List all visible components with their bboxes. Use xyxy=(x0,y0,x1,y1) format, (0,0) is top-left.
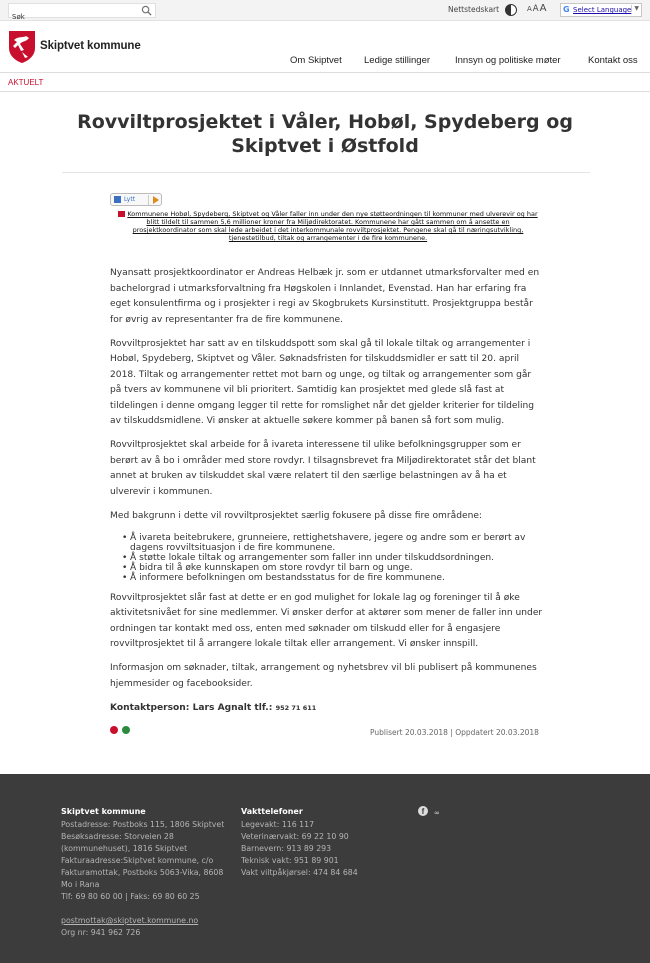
phone-line: Teknisk vakt: 951 89 901 xyxy=(241,856,339,865)
listen-button[interactable] xyxy=(110,193,162,206)
contact-label: Kontaktperson: Lars Agnalt tlf.: xyxy=(110,702,273,713)
paragraph: Rovviltprosjektet slår fast at dette er en god mulighet for lokale lag og foreninger til å øke aktivitetsnivået for sine medlemmer. Vi ønsker derfor at aktører som mener de faller inn under ordningen tar kontakt med oss, enten med søknader om tilskudd eller for å engasjere rovviltprosjektet til å arrangere lokale tiltak eller arrangement. Vi ønsker innspill. xyxy=(110,592,543,649)
flag-icon xyxy=(118,211,125,217)
search-icon[interactable] xyxy=(141,5,152,16)
list-item: • Å ivareta beitebrukere, grunneiere, rettighetshavere, jegere og andre som er berørt av dagens rovviltsituasjon i de fire kommunene. xyxy=(122,533,545,553)
nav-innsyn-politiske-moter[interactable]: Innsyn og politiske møter xyxy=(455,55,561,66)
address-line: Mo i Rana xyxy=(61,880,100,889)
sitemap-link[interactable]: Nettstedskart xyxy=(448,5,500,14)
breadcrumb-aktuelt[interactable]: AKTUELT xyxy=(8,78,44,87)
address-line: Postadresse: Postboks 115, 1806 Skiptvet xyxy=(61,820,225,829)
contact-phone: 952 71 611 xyxy=(275,703,317,712)
paragraph: Informasjon om søknader, tiltak, arrangement og nyhetsbrev vil bli publisert på kommunenes hjemmesider og facebooksider. xyxy=(110,663,537,689)
search-box xyxy=(8,3,156,18)
address-line: Fakturaadresse:Skiptvet kommune, c/o xyxy=(61,856,214,865)
play-icon[interactable] xyxy=(148,195,160,205)
nav-kontakt-oss[interactable]: Kontakt oss xyxy=(588,55,638,66)
paragraph: Rovviltprosjektet skal arbeide for å ivareta interessene til ulike befolkningsgrupper som er berørt av å bo i områder med store rovdyr. I tilsagnsbrevet fra Miljødirektoratet står det blant annet at bruken av tilskuddet skal være relatert til den særlige belastningen av å ha et ulverevir i kommunen. xyxy=(110,440,536,497)
coat-of-arms-logo[interactable] xyxy=(8,30,36,64)
address-line: Besøksadresse: Storveien 28 xyxy=(61,832,174,841)
list-item: • Å støtte lokale tiltak og arrangementer som faller inn under tilskuddsordningen. xyxy=(122,553,545,563)
language-select-label: Select Language xyxy=(573,6,632,14)
site-header xyxy=(0,21,650,73)
nav-ledige-stillinger[interactable]: Ledige stillinger xyxy=(364,55,431,66)
divider xyxy=(62,172,590,173)
font-size-medium-button[interactable]: A xyxy=(532,4,539,14)
footer-emergency-column xyxy=(241,806,401,879)
link-icon[interactable]: ∞ xyxy=(434,809,440,817)
facebook-icon[interactable]: f xyxy=(418,806,428,816)
phone-line: Barnevern: 913 89 293 xyxy=(241,844,332,853)
org-number: Org nr: 941 962 726 xyxy=(61,928,141,937)
footer-title: Skiptvet kommune xyxy=(61,807,146,816)
list-item: • Å bidra til å øke kunnskapen om store rovdyr til barn og unge. xyxy=(122,563,545,573)
font-size-small-button[interactable]: A xyxy=(527,5,532,13)
phone-line: Veterinærvakt: 69 22 10 90 xyxy=(241,832,349,841)
footer-title: Vakttelefoner xyxy=(241,807,303,816)
phone-line: Vakt viltpåkjørsel: 474 84 684 xyxy=(241,868,358,877)
phone-line: Legevakt: 116 117 xyxy=(241,820,315,829)
site-footer xyxy=(0,774,650,963)
phone-fax-line: Tlf: 69 80 60 00 | Faks: 69 80 60 25 xyxy=(61,892,200,901)
language-select[interactable] xyxy=(560,3,642,17)
google-icon: G xyxy=(563,5,570,14)
list-item: • Å informere befolkningen om bestandsstatus for de fire kommunene. xyxy=(122,573,545,583)
paragraph: Rovviltprosjektet har satt av en tilskuddspott som skal gå til lokale tiltak og arrangementer i Hobøl, Spydeberg, Skiptvet og Våler. Søknadsfristen for tilskuddsmidler er satt til 20. april 2018. Tiltak og arrangementer rettet mot barn og unge, og tiltak og arrangementer som går på tvers av kommunene vil bli prioritert. Samtidig kan prosjektet med glede slå fast at tildelingen i denne omgang legger til rette for romslighet når det gjelder kriterier for tildeling av tilskuddsmidlene. Vi ønsker at aktuelle søkere kommer på banen så fort som mulig. xyxy=(110,338,535,426)
print-share-icon[interactable] xyxy=(122,726,130,734)
dropdown-arrow-icon: ▼ xyxy=(631,5,639,12)
breadcrumb xyxy=(0,74,650,92)
address-line: Fakturamottak, Postboks 5063-Vika, 8608 xyxy=(61,868,224,877)
article-ingress xyxy=(114,210,542,242)
article-body xyxy=(110,266,545,725)
email-link[interactable]: postmottak@skiptvet.kommune.no xyxy=(61,916,199,925)
nav-om-skiptvet[interactable]: Om Skiptvet xyxy=(290,55,342,66)
ingress-text: Kommunene Hobøl, Spydeberg, Skiptvet og Våler faller inn under den nye støtteordningen til kommuner med ulverevir og har blitt tildelt til sammen 5,6 millioner kroner fra Miljødirektoratet. Kommunene har gått sammen om å ansette en prosjektkoordinator som skal lede arbeidet i det interkommunale rovviltprosjektet. Pengene skal gå til næringsutvikling, tjenestetilbud, tiltak og arrangementer i de fire kommunene. xyxy=(127,210,538,242)
paragraph: Nyansatt prosjektkoordinator er Andreas Helbæk jr. som er utdannet utmarksforvalter med en bachelorgrad i utmarksforvaltning fra Høgskolen i Innlandet, Evenstad. Han har erfaring fra eget konsulentfirma og i prosjekter i regi av Skogbrukets Kursinstitutt. Prosjektgruppa består for øvrig av representanter fra de fire kommunene. xyxy=(110,268,540,325)
speaker-icon xyxy=(114,196,121,203)
utility-bar xyxy=(0,0,650,21)
focus-areas-list xyxy=(122,533,545,583)
font-size-large-button[interactable]: A xyxy=(539,3,547,14)
font-size-controls xyxy=(527,3,547,14)
publish-date: Publisert 20.03.2018 | Oppdatert 20.03.2018 xyxy=(370,728,539,737)
email-share-icon[interactable] xyxy=(110,726,118,734)
paragraph: Med bakgrunn i dette vil rovviltprosjektet særlig fokusere på disse fire områdene: xyxy=(110,510,482,521)
address-line: (kommunehuset), 1816 Skiptvet xyxy=(61,844,188,853)
contrast-toggle-icon[interactable] xyxy=(505,4,517,16)
listen-label: Lytt xyxy=(124,196,136,203)
footer-address-column xyxy=(61,806,241,939)
page-title: Rovviltprosjektet i Våler, Hobøl, Spydeberg og Skiptvet i Østfold xyxy=(77,111,573,157)
site-name[interactable]: Skiptvet kommune xyxy=(40,40,141,52)
contact-person xyxy=(110,701,545,717)
